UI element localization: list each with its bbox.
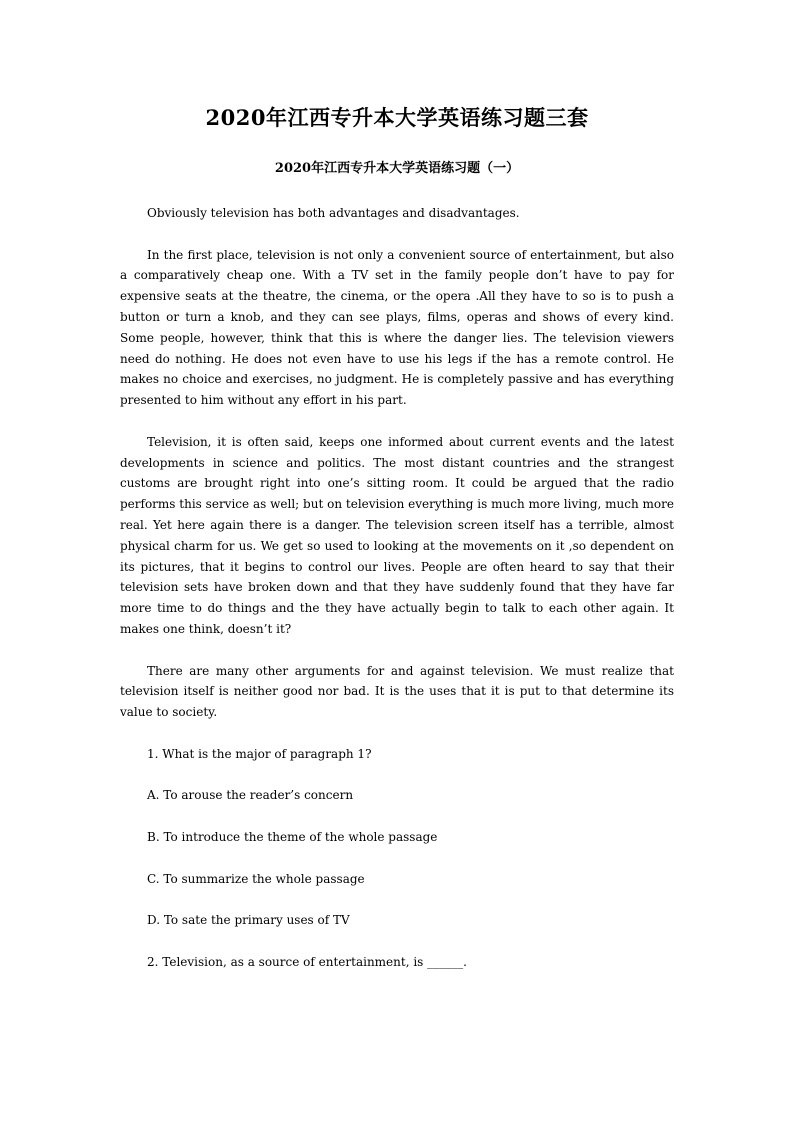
document-body [120,203,674,993]
answer-option-b: B. To introduce the theme of the whole passage [147,829,438,844]
answer-option-a: A. To arouse the reader’s concern [147,788,354,803]
paragraph: There are many other arguments for and against television. We must realize that television itself is neither good nor bad. It is the uses that it is put to that determine its value to society. [120,663,674,720]
answer-option-d: D. To sate the primary uses of TV [147,913,350,928]
paragraph: Obviously television has both advantages and disadvantages. [147,206,520,220]
paragraph: Television, it is often said, keeps one informed about current events and the latest developments in science and politics. The most distant countries and the strangest customs are brought right into one’s sitting room. It could be argued that the radio performs this service as well; but on television everything is much more living, much more real. Yet here again there is a danger. The television screen itself has a terrible, almost physical charm for us. We get so used to looking at the movements on it ,so dependent on its pictures, that it begins to control our lives. People are often heard to say that their television sets have broken down and that they have suddenly found that they have far more time to do things and the they have actually begin to talk to each other again. It makes one think, doesn’t it? [120,434,674,636]
document-title: 2020年江西专升本大学英语练习题三套 [205,105,589,130]
question-2: 2. Television, as a source of entertainment, is ______. [147,954,467,969]
question-1: 1. What is the major of paragraph 1? [147,746,372,761]
document-subtitle: 2020年江西专升本大学英语练习题（一） [274,161,520,176]
answer-option-c: C. To summarize the whole passage [147,871,365,886]
paragraph: In the first place, television is not only a convenient source of entertainment, but also a comparatively cheap one. With a TV set in the family people don’t have to pay for expensive seats at the theatre, the cinema, or the opera .All they have to so is to push a button or turn a knob, and they can see plays, films, operas and shows of every kind. Some people, however, think that this is where the danger lies. The television viewers need do nothing. He does not even have to use his legs if the has a remote control. He makes no choice and exercises, no judgment. He is completely passive and has everything presented to him without any effort in his part. [120,247,674,408]
